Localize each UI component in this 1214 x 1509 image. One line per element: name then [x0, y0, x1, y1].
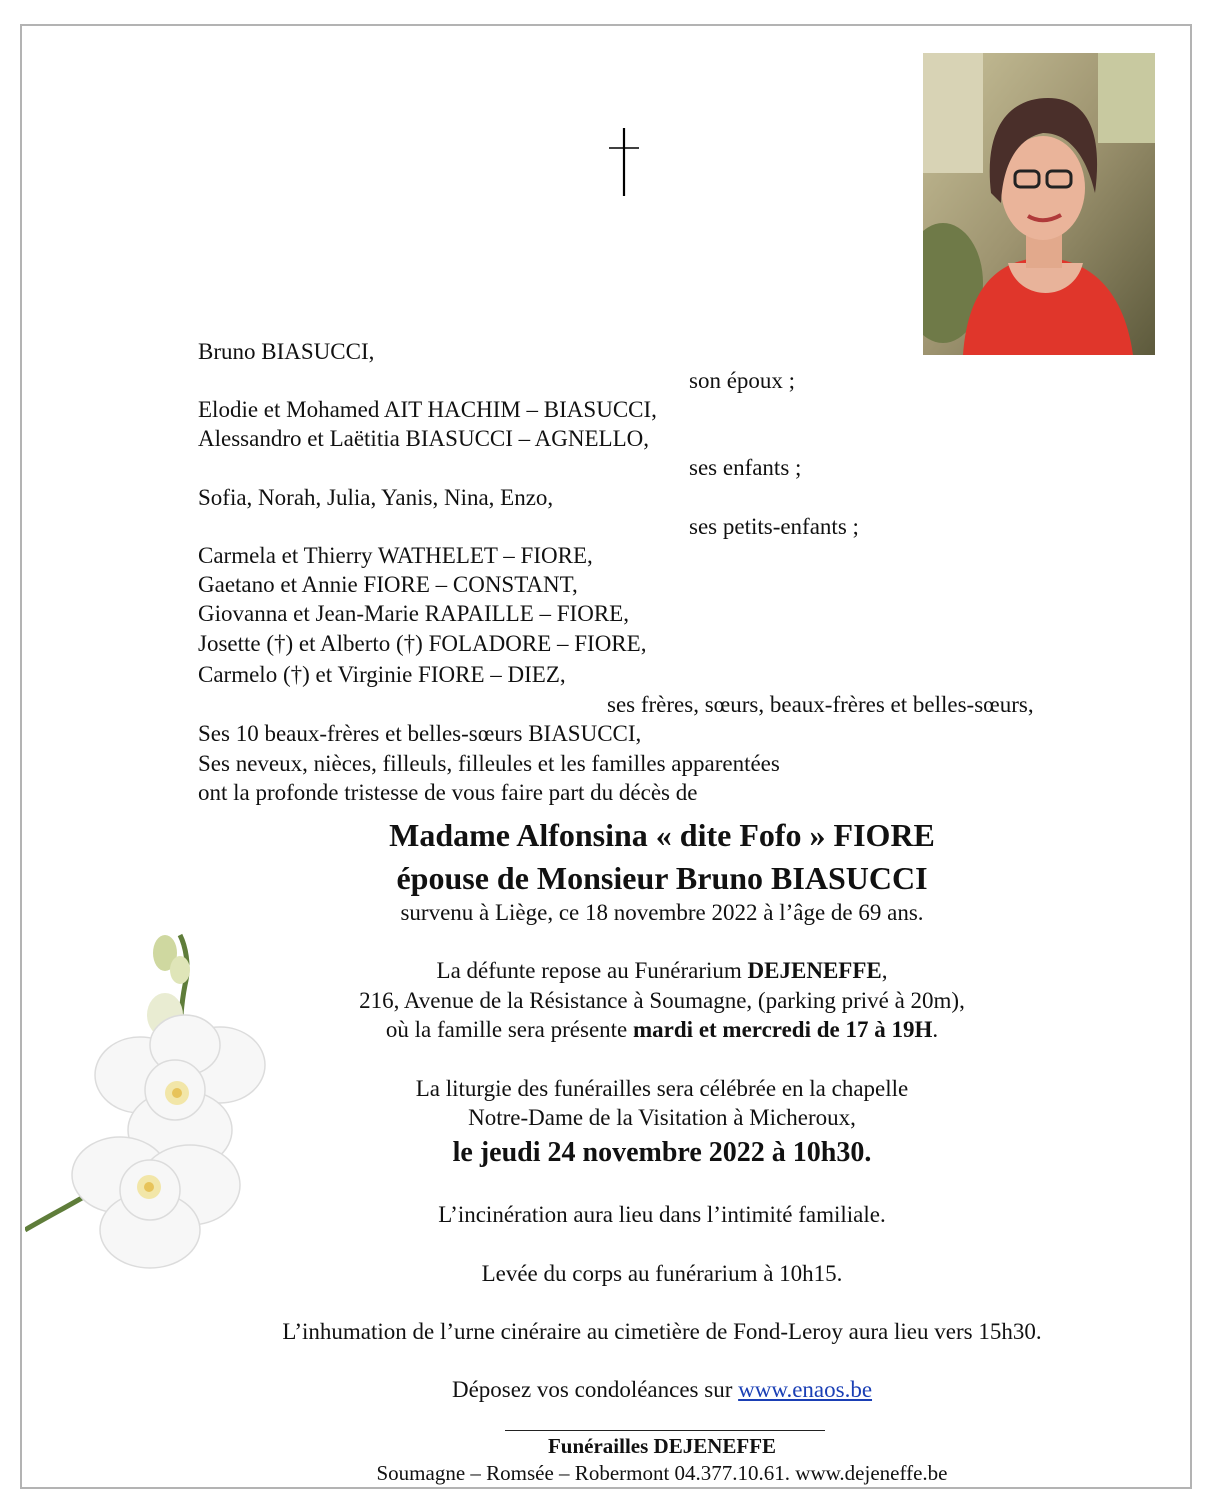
family-in-laws: Ses 10 beaux-frères et belles-sœurs BIASUCCI,: [198, 721, 642, 746]
liturgy-line-2: Notre-Dame de la Visitation à Micheroux,: [468, 1105, 856, 1130]
family-child-1: Elodie et Mohamed AIT HACHIM – BIASUCCI,: [198, 397, 657, 422]
visit-line: où la famille sera présente mardi et mercredi de 17 à 19H.: [385, 1017, 939, 1042]
family-husband: Bruno BIASUCCI,: [198, 339, 375, 364]
family-sibling-2: Gaetano et Annie FIORE – CONSTANT,: [198, 572, 578, 597]
footer-divider: [505, 1430, 825, 1431]
family-sibling-4: Josette (†) et Alberto (†) FOLADORE – FIORE,: [198, 631, 647, 656]
funerarium-address: 216, Avenue de la Résistance à Soumagne, (parking privé à 20m),: [359, 988, 965, 1013]
footer-company: Funérailles DEJENEFFE: [547, 1434, 777, 1458]
family-sibling-1: Carmela et Thierry WATHELET – FIORE,: [198, 543, 593, 568]
portrait-photo: [923, 53, 1155, 355]
family-sibling-5: Carmelo (†) et Virginie FIORE – DIEZ,: [198, 662, 566, 687]
condolences-link[interactable]: www.enaos.be: [738, 1377, 873, 1402]
role-siblings: ses frères, sœurs, beaux-frères et belles-sœurs,: [607, 692, 1034, 717]
levee-note: Levée du corps au funérarium à 10h15.: [481, 1261, 843, 1286]
funerarium-line: La défunte repose au Funérarium DEJENEFFE,: [436, 958, 888, 983]
role-grandchildren: ses petits-enfants ;: [689, 514, 859, 539]
family-child-2: Alessandro et Laëtitia BIASUCCI – AGNELLO,: [198, 426, 649, 451]
condolences-line: Déposez vos condoléances sur www.enaos.be: [451, 1377, 873, 1402]
funerarium-name: DEJENEFFE: [747, 958, 882, 983]
death-details: survenu à Liège, ce 18 novembre 2022 à l’âge de 69 ans.: [400, 900, 924, 925]
role-children: ses enfants ;: [689, 455, 802, 480]
role-husband: son époux ;: [689, 368, 796, 393]
visit-times: mardi et mercredi de 17 à 19H: [633, 1017, 933, 1042]
deceased-spouse: épouse de Monsieur Bruno BIASUCCI: [396, 860, 928, 896]
announcement-text: ont la profonde tristesse de vous faire part du décès de: [198, 780, 698, 805]
cross-icon: [609, 128, 639, 196]
family-sibling-3: Giovanna et Jean-Marie RAPAILLE – FIORE,: [198, 601, 629, 626]
cremation-note: L’incinération aura lieu dans l’intimité familiale.: [438, 1202, 886, 1227]
family-grandchildren: Sofia, Norah, Julia, Yanis, Nina, Enzo,: [198, 485, 554, 510]
liturgy-line-1: La liturgie des funérailles sera célébrée en la chapelle: [415, 1076, 909, 1101]
family-relatives: Ses neveux, nièces, filleuls, filleules et les familles apparentées: [198, 751, 780, 776]
deceased-name: Madame Alfonsina « dite Fofo » FIORE: [389, 817, 935, 853]
burial-note: L’inhumation de l’urne cinéraire au cimetière de Fond-Leroy aura lieu vers 15h30.: [282, 1319, 1042, 1344]
footer-contact: Soumagne – Romsée – Robermont 04.377.10.61. www.dejeneffe.be: [376, 1461, 948, 1485]
liturgy-date: le jeudi 24 novembre 2022 à 10h30.: [452, 1137, 872, 1168]
